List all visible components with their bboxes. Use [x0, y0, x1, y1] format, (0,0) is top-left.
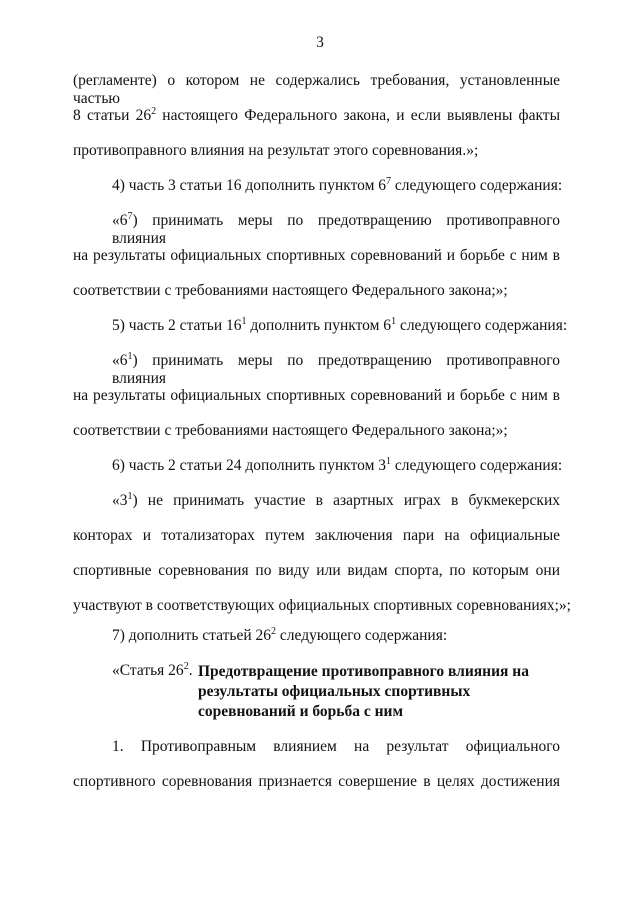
- text-line: спортивные соревнования по виду или видам спорта, по которым они: [73, 562, 560, 579]
- article-label: «Статья $26^2$.: [112, 661, 193, 679]
- text-line: 1. Противоправным влиянием на результат официального: [112, 738, 560, 755]
- text-line: «$3^1$) не принимать участие в азартных играх в букмекерских: [112, 491, 560, 509]
- text-line: 4) часть 3 статьи 16 дополнить пунктом $6^7$ следующего содержания:: [112, 176, 563, 194]
- text-line: участвуют в соответствующих официальных спортивных соревнованиях;»;: [73, 597, 571, 614]
- text-line: соответствии с требованиями настоящего Федерального закона;»;: [73, 422, 508, 439]
- text-line: 5) часть 2 статьи $16^1$ дополнить пунктом $6^1$ следующего содержания:: [112, 316, 568, 334]
- text-line: 6) часть 2 статьи 24 дополнить пунктом $3^1$ следующего содержания:: [112, 456, 563, 474]
- text-line: соответствии с требованиями настоящего Федерального закона;»;: [73, 282, 508, 299]
- text-line: спортивного соревнования признается совершение в целях достижения: [73, 773, 560, 790]
- article-title: [198, 662, 529, 722]
- article-title-line: Предотвращение противоправного влияния на: [198, 663, 529, 680]
- text-line: на результаты официальных спортивных соревнований и борьбе с ним в: [73, 387, 560, 404]
- text-line: противоправного влияния на результат этого соревнования.»;: [73, 142, 479, 159]
- page-number: 3: [316, 34, 324, 51]
- text-line: конторах и тотализаторах путем заключения пари на официальные: [73, 527, 560, 544]
- article-title-line: соревнований и борьба с ним: [198, 703, 404, 720]
- text-line: «$6^7$) принимать меры по предотвращению противоправного влияния: [112, 211, 560, 247]
- text-line: 7) дополнить статьей $26^2$ следующего содержания:: [112, 626, 448, 644]
- text-line: «$6^1$) принимать меры по предотвращению противоправного влияния: [112, 351, 560, 387]
- text-line: 8 статьи $26^2$ настоящего Федерального закона, и если выявлены факты: [73, 106, 560, 124]
- text-line: на результаты официальных спортивных соревнований и борьбе с ним в: [73, 247, 560, 264]
- text-line: (регламенте) о котором не содержались требования, установленные частью: [73, 72, 560, 107]
- article-title-line: результаты официальных спортивных: [198, 683, 471, 700]
